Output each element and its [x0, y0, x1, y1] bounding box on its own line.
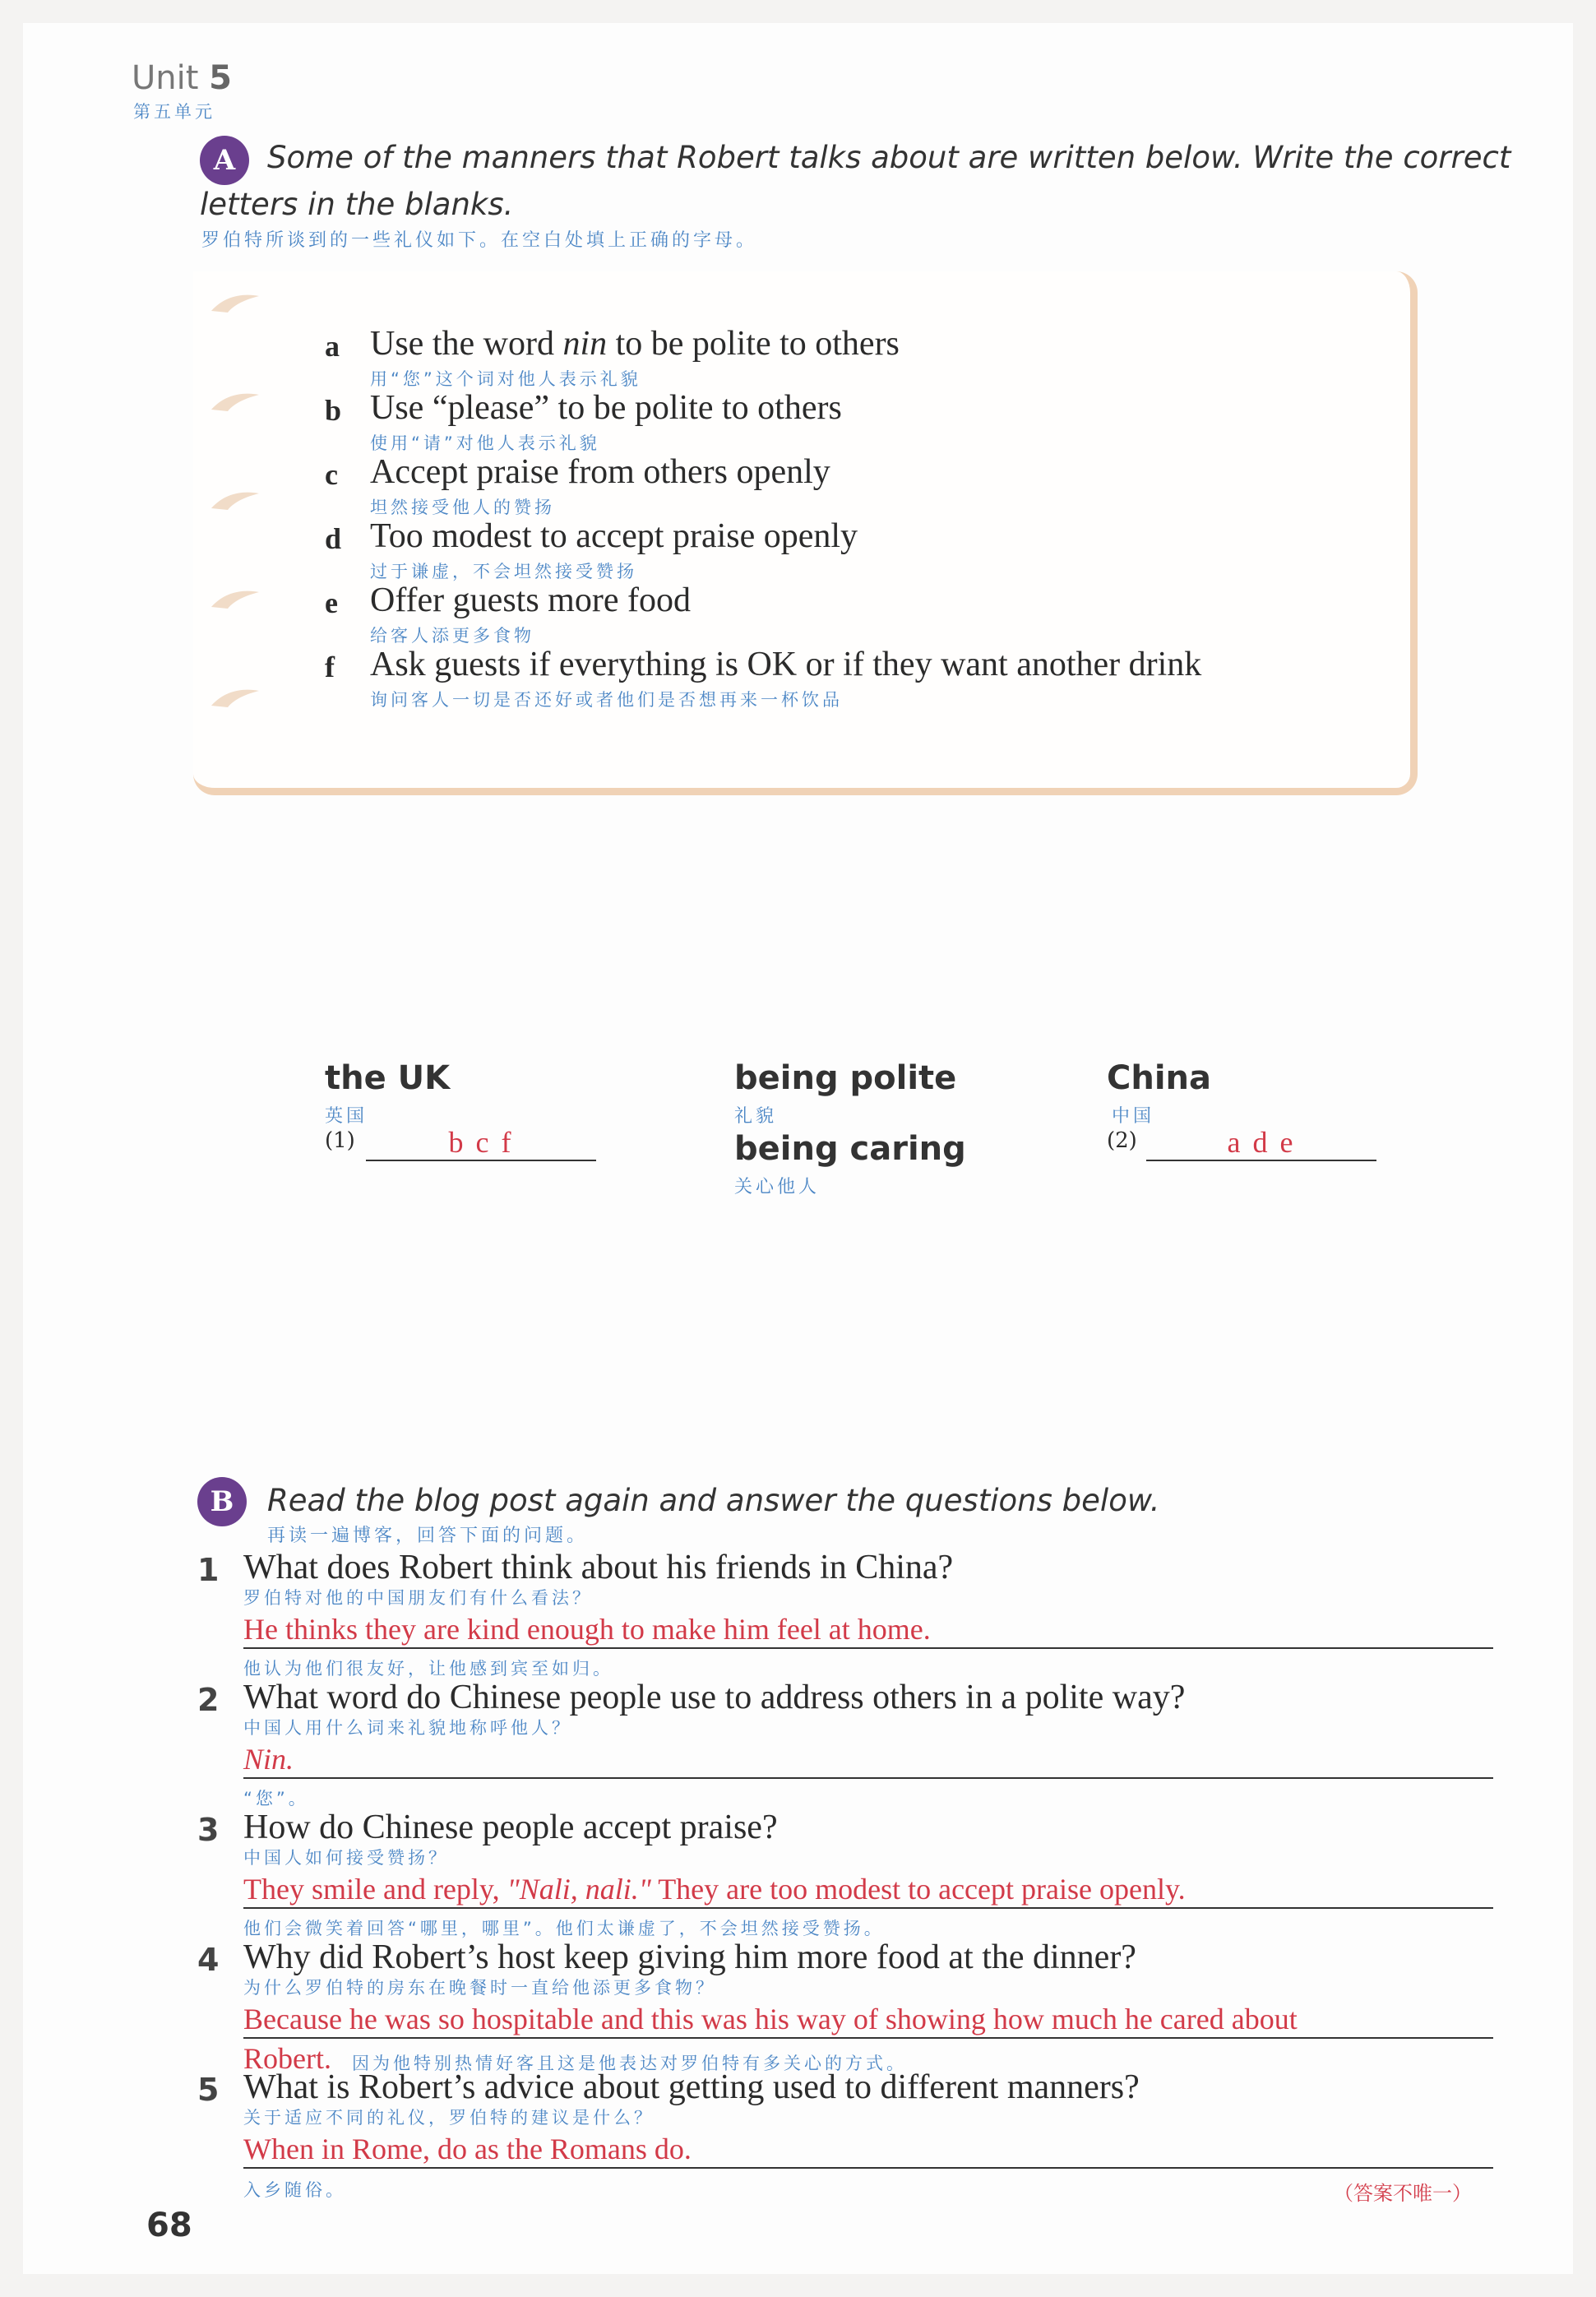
item-cn: 坦然接受他人的赞扬 [370, 498, 555, 517]
answer-cn: “您”。 [243, 1789, 309, 1808]
decorative-swoosh-icon [210, 289, 261, 314]
question-text: How do Chinese people accept praise? [243, 1808, 778, 1846]
item-cn: 给客人添更多食物 [370, 626, 534, 646]
item-text: Ask guests if everything is OK or if they want another drink [370, 646, 1202, 683]
item-cn: 询问客人一切是否还好或者他们是否想再来一杯饮品 [370, 690, 843, 710]
question-number: 2 [197, 1682, 220, 1718]
question-number: 1 [197, 1552, 220, 1588]
item-letter: c [325, 458, 338, 491]
diagram-center-title-1: being polite [734, 1059, 957, 1097]
diagram-center-cn-1: 礼貌 [734, 1106, 778, 1127]
section-b-instruction: Read the blog post again and answer the questions below. [267, 1483, 1160, 1518]
unit-title [132, 59, 232, 97]
decorative-swoosh-icon [210, 388, 261, 413]
answer-cn: 入乡随俗。 [243, 2180, 346, 2200]
question-cn: 关于适应不同的礼仪，罗伯特的建议是什么？ [243, 2108, 655, 2128]
unit-label: Unit [132, 59, 199, 97]
section-a-badge: A [200, 136, 249, 185]
decorative-swoosh-icon [210, 586, 261, 610]
item-letter: b [325, 394, 342, 427]
diagram-center-title-2: being caring [734, 1130, 966, 1168]
question-number: 5 [197, 2072, 220, 2108]
item-cn: 过于谦虚，不会坦然接受赞扬 [370, 562, 637, 581]
diagram-center-cn-2: 关心他人 [734, 1177, 821, 1197]
unit-number: 5 [209, 59, 232, 97]
question-cn: 罗伯特对他的中国朋友们有什么看法？ [243, 1588, 593, 1608]
diagram-right-cn: 中国 [1112, 1106, 1155, 1127]
answer-text[interactable]: When in Rome, do as the Romans do. [243, 2133, 692, 2165]
answer-note: （答案不唯一） [1334, 2182, 1472, 2205]
answer-blank-2[interactable]: a d e [1146, 1125, 1376, 1161]
question-text: What is Robert’s advice about getting used to different manners? [243, 2068, 1140, 2106]
decorative-swoosh-icon [210, 487, 261, 512]
diagram-left-title: the UK [325, 1059, 451, 1097]
answer-line [243, 1777, 1493, 1779]
item-letter: d [325, 522, 342, 555]
item-text: Accept praise from others openly [370, 453, 830, 491]
question-cn: 中国人用什么词来礼貌地称呼他人？ [243, 1718, 572, 1738]
item-text: Too modest to accept praise openly [370, 517, 858, 555]
answer-line [243, 2167, 1493, 2169]
item-text: Offer guests more food [370, 581, 691, 619]
answer-line [243, 2037, 1493, 2039]
answer-text[interactable]: Because he was so hospitable and this was his way of showing how much he cared about [243, 2003, 1298, 2035]
section-a-instruction-line2: letters in the blanks. [200, 187, 514, 222]
answer-text-continued[interactable]: Robert. [243, 2042, 331, 2075]
page-number: 68 [146, 2207, 192, 2244]
diagram-right-title: China [1107, 1059, 1212, 1097]
item-cn: 用“您”这个词对他人表示礼貌 [370, 369, 641, 389]
item-text: Use the word nin to be polite to others [370, 325, 900, 363]
section-a-instruction-line1: Some of the manners that Robert talks about are written below. Write the correct [267, 140, 1511, 175]
diagram-left-cn: 英国 [325, 1106, 368, 1127]
item-letter: f [325, 651, 335, 683]
question-cn: 中国人如何接受赞扬？ [243, 1848, 449, 1868]
unit-cn: 第五单元 [133, 102, 215, 122]
answer-blank-1[interactable]: b c f [366, 1125, 596, 1161]
question-text: Why did Robert’s host keep giving him more food at the dinner? [243, 1938, 1136, 1976]
answer-text[interactable]: They smile and reply, "Nali, nali." They are too modest to accept praise openly. [243, 1873, 1186, 1906]
answer-line [243, 1647, 1493, 1649]
answer-cn: 他认为他们很友好，让他感到宾至如归。 [243, 1659, 613, 1679]
answer-text[interactable]: Nin. [243, 1743, 294, 1776]
item-letter: e [325, 586, 338, 619]
section-b-instruction-cn: 再读一遍博客，回答下面的问题。 [267, 1526, 589, 1546]
answer-line [243, 1907, 1493, 1909]
answer-cn: 他们会微笑着回答“哪里，哪里”。他们太谦虚了，不会坦然接受赞扬。 [243, 1919, 885, 1938]
decorative-swoosh-icon [210, 684, 261, 709]
item-letter: a [325, 330, 340, 363]
section-a-instruction-cn: 罗伯特所谈到的一些礼仪如下。在空白处填上正确的字母。 [201, 230, 758, 251]
answer-text[interactable]: He thinks they are kind enough to make him feel at home. [243, 1613, 931, 1646]
diagram-left-num: (1) [325, 1128, 355, 1153]
question-text: What word do Chinese people use to address others in a polite way? [243, 1679, 1186, 1716]
diagram-right-num: (2) [1107, 1128, 1137, 1153]
answer-cn: 因为他特别热情好客且这是他表达对罗伯特有多关心的方式。 [352, 2054, 907, 2073]
item-text: Use “please” to be polite to others [370, 389, 842, 427]
question-number: 4 [197, 1942, 220, 1978]
question-cn: 为什么罗伯特的房东在晚餐时一直给他添更多食物？ [243, 1978, 716, 1998]
question-text: What does Robert think about his friends in China? [243, 1549, 954, 1586]
item-cn: 使用“请”对他人表示礼貌 [370, 433, 600, 453]
question-number: 3 [197, 1812, 220, 1848]
section-b-badge: B [197, 1477, 247, 1526]
